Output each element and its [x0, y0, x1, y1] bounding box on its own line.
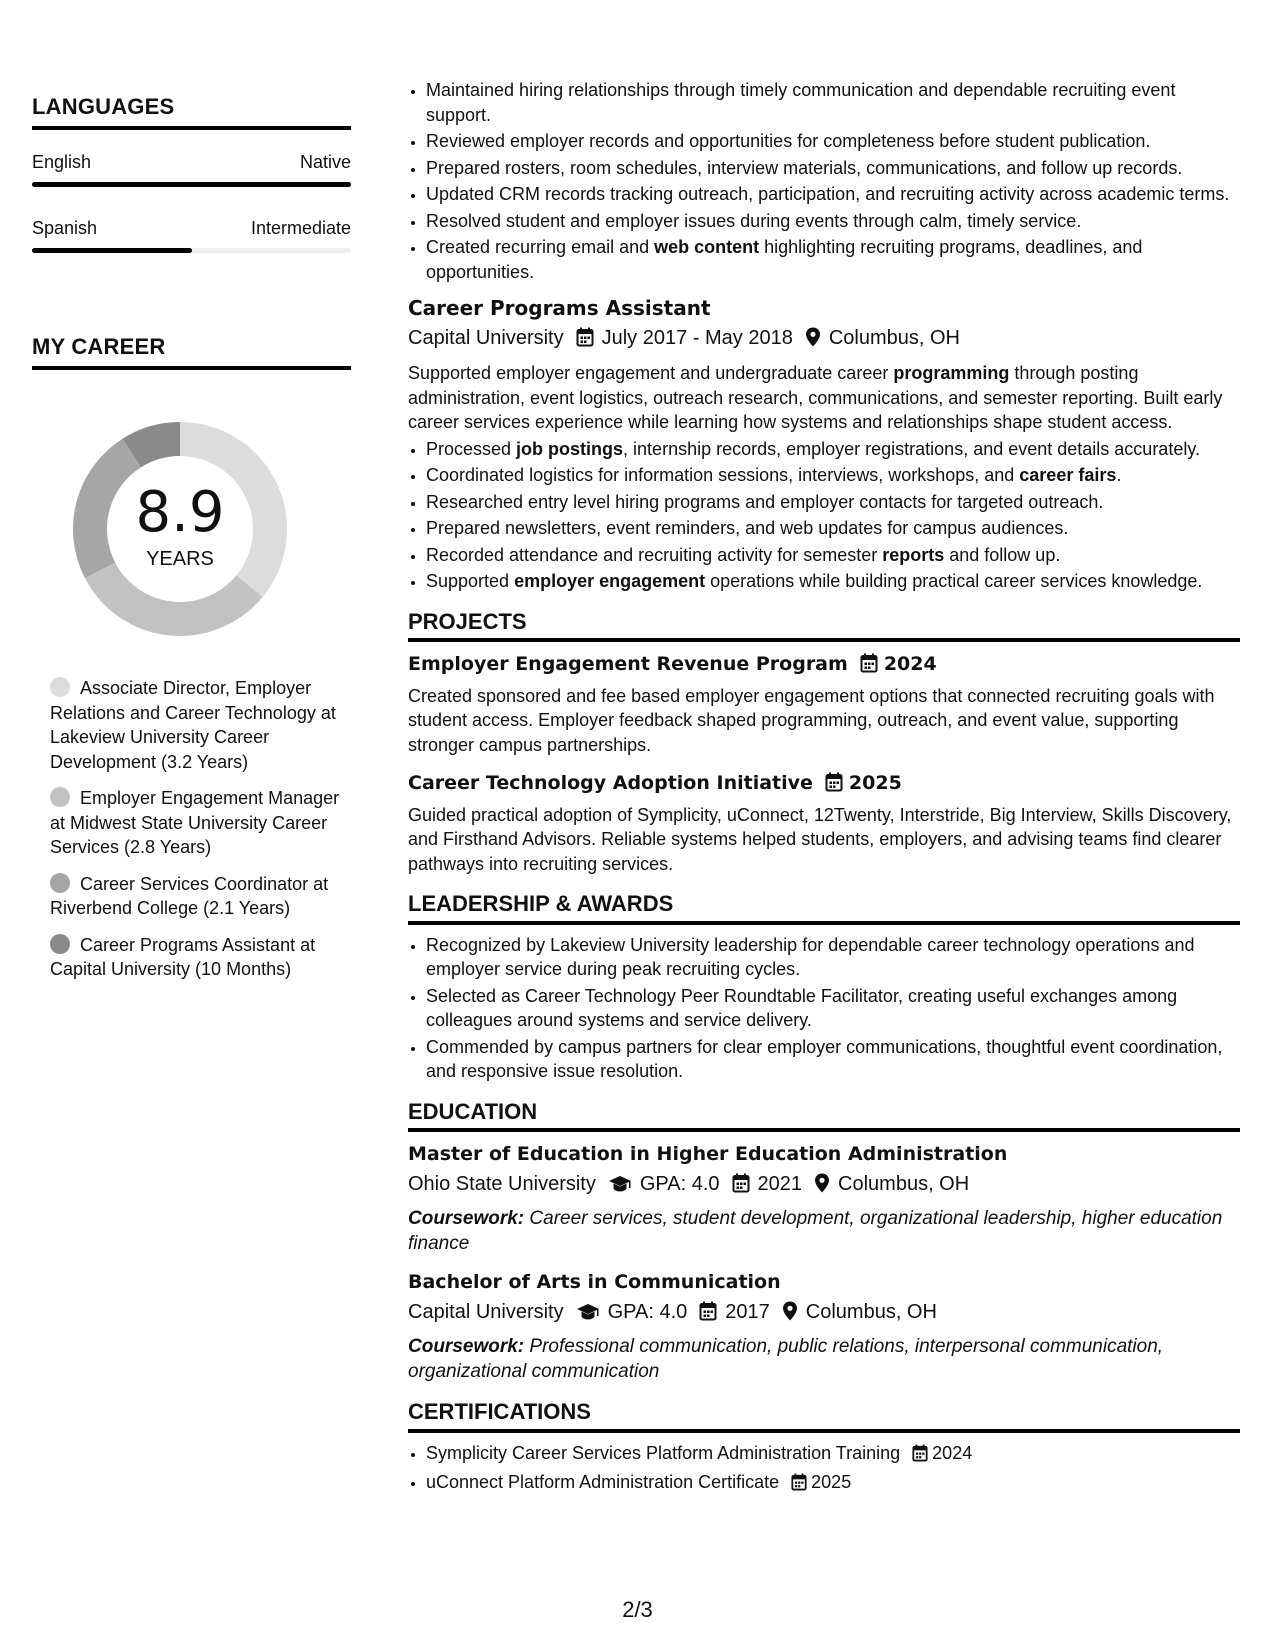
- projects-heading: PROJECTS: [408, 610, 1240, 643]
- certifications-heading: CERTIFICATIONS: [408, 1400, 1240, 1433]
- languages-heading: LANGUAGES: [32, 94, 351, 130]
- coursework-text: Professional communication, public relations, interpersonal communication, organizational communication: [408, 1336, 1164, 1382]
- legend-dot-icon: [50, 787, 70, 807]
- school-location: Columbus, OH: [805, 1300, 937, 1323]
- page-number: 2/3: [622, 1597, 653, 1622]
- coursework-label: Coursework:: [408, 1208, 525, 1229]
- job-meta: [408, 326, 1240, 354]
- career-donut-chart: [65, 414, 295, 644]
- certifications-list: [408, 1441, 1240, 1498]
- bullet-text: Processed: [426, 438, 517, 459]
- job-summary: [408, 361, 1240, 435]
- job-title: Career Programs Assistant: [408, 296, 711, 320]
- career-total-years: 8.9: [135, 480, 225, 545]
- certification-name: uConnect Platform Administration Certificate: [426, 1472, 780, 1492]
- certification-item: [426, 1441, 1240, 1469]
- leadership-item: • Selected as Career Technology Peer Roundtable Facilitator, creating useful exchanges among colleagues around systems and service delivery.: [426, 984, 1240, 1033]
- project-name: Career Technology Adoption Initiative: [408, 772, 813, 794]
- coursework-text: Career services, student development, organizational leadership, higher education finance: [408, 1208, 1223, 1254]
- certification-name: Symplicity Career Services Platform Administration Training: [426, 1442, 901, 1463]
- job-bullet: [426, 543, 1240, 568]
- project-year: 2025: [848, 772, 902, 794]
- bullet-text: Reviewed employer records and opportunities for completeness before student publication.: [426, 131, 1151, 151]
- language-proficiency-bar: [32, 182, 351, 187]
- legend-label: Associate Director, Employer Relations and Career Technology at Lakeview University Career Development (3.2 Years): [50, 678, 336, 772]
- degree-title: Bachelor of Arts in Communication: [408, 1271, 781, 1293]
- bullet-text: Prepared rosters, room schedules, interview materials, communications, and follow up records.: [426, 157, 1183, 178]
- calendar-icon: [825, 772, 843, 799]
- language-proficiency-fill: [32, 182, 351, 187]
- main-content: [408, 78, 1240, 1500]
- location-pin-icon: [814, 1173, 830, 1200]
- graduation-cap-icon: [608, 1175, 632, 1200]
- bullet-text: highlighting recruiting programs, deadlines, and opportunities.: [426, 237, 1143, 282]
- calendar-icon: [791, 1473, 807, 1498]
- school-name: Ohio State University: [408, 1172, 596, 1195]
- school-name: Capital University: [408, 1300, 564, 1323]
- bullet-text: and follow up.: [944, 544, 1061, 565]
- location-pin-icon: [782, 1301, 798, 1328]
- career-legend: [50, 676, 340, 994]
- legend-dot-icon: [50, 873, 70, 893]
- bullet-emphasis: career fairs: [1019, 465, 1117, 485]
- experience-bullet: [426, 182, 1240, 207]
- language-name: English: [32, 152, 92, 172]
- project-title: [408, 652, 1240, 680]
- donut-segment: [100, 570, 249, 619]
- project-description: Guided practical adoption of Symplicity, uConnect, 12Twenty, Interstride, Big Interview, Skills Discovery, and Firsthand Advisors. Reliable systems helped students, employers, and advising teams find clearer pathways into recruiting services.: [408, 804, 1232, 874]
- job-bullet: [426, 463, 1240, 488]
- job-dates: July 2017 - May 2018: [601, 326, 793, 349]
- bullet-emphasis: employer engagement: [514, 571, 706, 591]
- legend-item: [50, 872, 340, 921]
- legend-label: Career Programs Assistant at Capital University (10 Months): [50, 934, 316, 979]
- bullet-text: Coordinated logistics for information sessions, interviews, workshops, and: [426, 465, 1020, 485]
- job-bullet: [426, 437, 1240, 462]
- bullet-text: Researched entry level hiring programs and employer contacts for targeted outreach.: [426, 491, 1104, 512]
- degree-title: Master of Education in Higher Education Administration: [408, 1143, 1008, 1165]
- experience-continued-list: [408, 78, 1240, 284]
- certification-item: [426, 1470, 1240, 1498]
- project-description: Created sponsored and fee based employer engagement options that connected recruiting goals with student access. Employer feedback shaped programming, outreach, and event value, supporting stronger campus partnerships.: [408, 685, 1215, 755]
- graduation-year: 2017: [725, 1300, 770, 1323]
- bullet-text: Prepared newsletters, event reminders, and web updates for campus audiences.: [426, 518, 1069, 538]
- bullet-text: Supported: [426, 571, 515, 591]
- calendar-icon: [732, 1173, 750, 1200]
- graduation-cap-icon: [576, 1303, 600, 1328]
- experience-bullet: [426, 78, 1240, 127]
- legend-dot-icon: [50, 934, 70, 954]
- legend-item: [50, 676, 340, 774]
- calendar-icon: [576, 327, 594, 354]
- bullet-text: operations while building practical career services knowledge.: [705, 571, 1203, 591]
- certification-year: 2025: [811, 1472, 852, 1492]
- leadership-item: • Recognized by Lakeview University leadership for dependable career technology operations and employer service during peak recruiting cycles.: [426, 933, 1240, 982]
- school-location: Columbus, OH: [838, 1172, 970, 1195]
- bullet-text: .: [1116, 465, 1122, 485]
- legend-item: [50, 933, 340, 982]
- language-proficiency-fill: [32, 248, 192, 253]
- location-pin-icon: [805, 327, 821, 354]
- calendar-icon: [912, 1444, 928, 1469]
- coursework: [408, 1207, 1240, 1256]
- legend-dot-icon: [50, 677, 70, 697]
- project-name: Employer Engagement Revenue Program: [408, 653, 848, 675]
- certification-year: 2024: [932, 1442, 973, 1463]
- language-level: Native: [299, 152, 351, 172]
- calendar-icon: [860, 653, 878, 680]
- leadership-list: [408, 933, 1240, 1084]
- bullet-text: Updated CRM records tracking outreach, participation, and recruiting activity across academic terms.: [426, 184, 1230, 204]
- coursework-label: Coursework:: [408, 1336, 525, 1357]
- leadership-heading: LEADERSHIP & AWARDS: [408, 892, 1240, 925]
- job-company: Capital University: [408, 326, 564, 349]
- coursework: [408, 1335, 1240, 1384]
- bullet-text: Recorded attendance and recruiting activity for semester: [426, 544, 883, 565]
- bullet-text: , internship records, employer registrations, and event details accurately.: [623, 438, 1200, 459]
- experience-bullet: [426, 235, 1240, 284]
- bullet-emphasis: web content: [654, 237, 760, 257]
- job-bullet: [426, 569, 1240, 594]
- bullet-text: Created recurring email and: [426, 237, 655, 257]
- summary-emphasis: programming: [893, 363, 1010, 383]
- gpa: GPA: 4.0: [607, 1300, 688, 1323]
- experience-bullet: [426, 209, 1240, 234]
- job-bullet: [426, 516, 1240, 541]
- legend-label: Employer Engagement Manager at Midwest State University Career Services (2.8 Years): [50, 788, 340, 857]
- education-meta: [408, 1300, 1240, 1328]
- gpa: GPA: 4.0: [639, 1172, 720, 1195]
- job-bullet: [426, 490, 1240, 515]
- job-bullets: [408, 437, 1240, 594]
- language-level: Intermediate: [250, 218, 351, 238]
- donut-segment: [132, 439, 180, 453]
- bullet-text: Maintained hiring relationships through timely communication and dependable recruiting event support.: [426, 80, 1176, 125]
- leadership-item: • Commended by campus partners for clear employer communications, thoughtful event coordination, and responsive issue resolution.: [426, 1035, 1240, 1084]
- legend-label: Career Services Coordinator at Riverbend College (2.1 Years): [50, 873, 329, 918]
- bullet-emphasis: job postings: [516, 438, 624, 459]
- calendar-icon: [699, 1301, 717, 1328]
- bullet-text: Resolved student and employer issues during events through calm, timely service.: [426, 210, 1082, 231]
- project-title: [408, 771, 1240, 799]
- legend-item: [50, 786, 340, 860]
- career-total-unit: YEARS: [146, 548, 214, 570]
- education-meta: [408, 1172, 1240, 1200]
- career-heading: MY CAREER: [32, 334, 351, 370]
- experience-bullet: [426, 156, 1240, 181]
- language-name: Spanish: [32, 218, 98, 238]
- summary-text: Supported employer engagement and undergraduate career: [408, 363, 894, 383]
- bullet-emphasis: reports: [882, 544, 945, 565]
- experience-bullet: [426, 129, 1240, 154]
- summary-text: through posting administration, event logistics, outreach research, communications, and semester reporting. Built early career services experience while learning how systems and relationships shape student access.: [408, 363, 1223, 432]
- language-proficiency-bar: [32, 248, 351, 253]
- job-location: Columbus, OH: [828, 326, 960, 349]
- graduation-year: 2021: [757, 1172, 803, 1195]
- project-year: 2024: [883, 653, 937, 675]
- education-heading: EDUCATION: [408, 1100, 1240, 1133]
